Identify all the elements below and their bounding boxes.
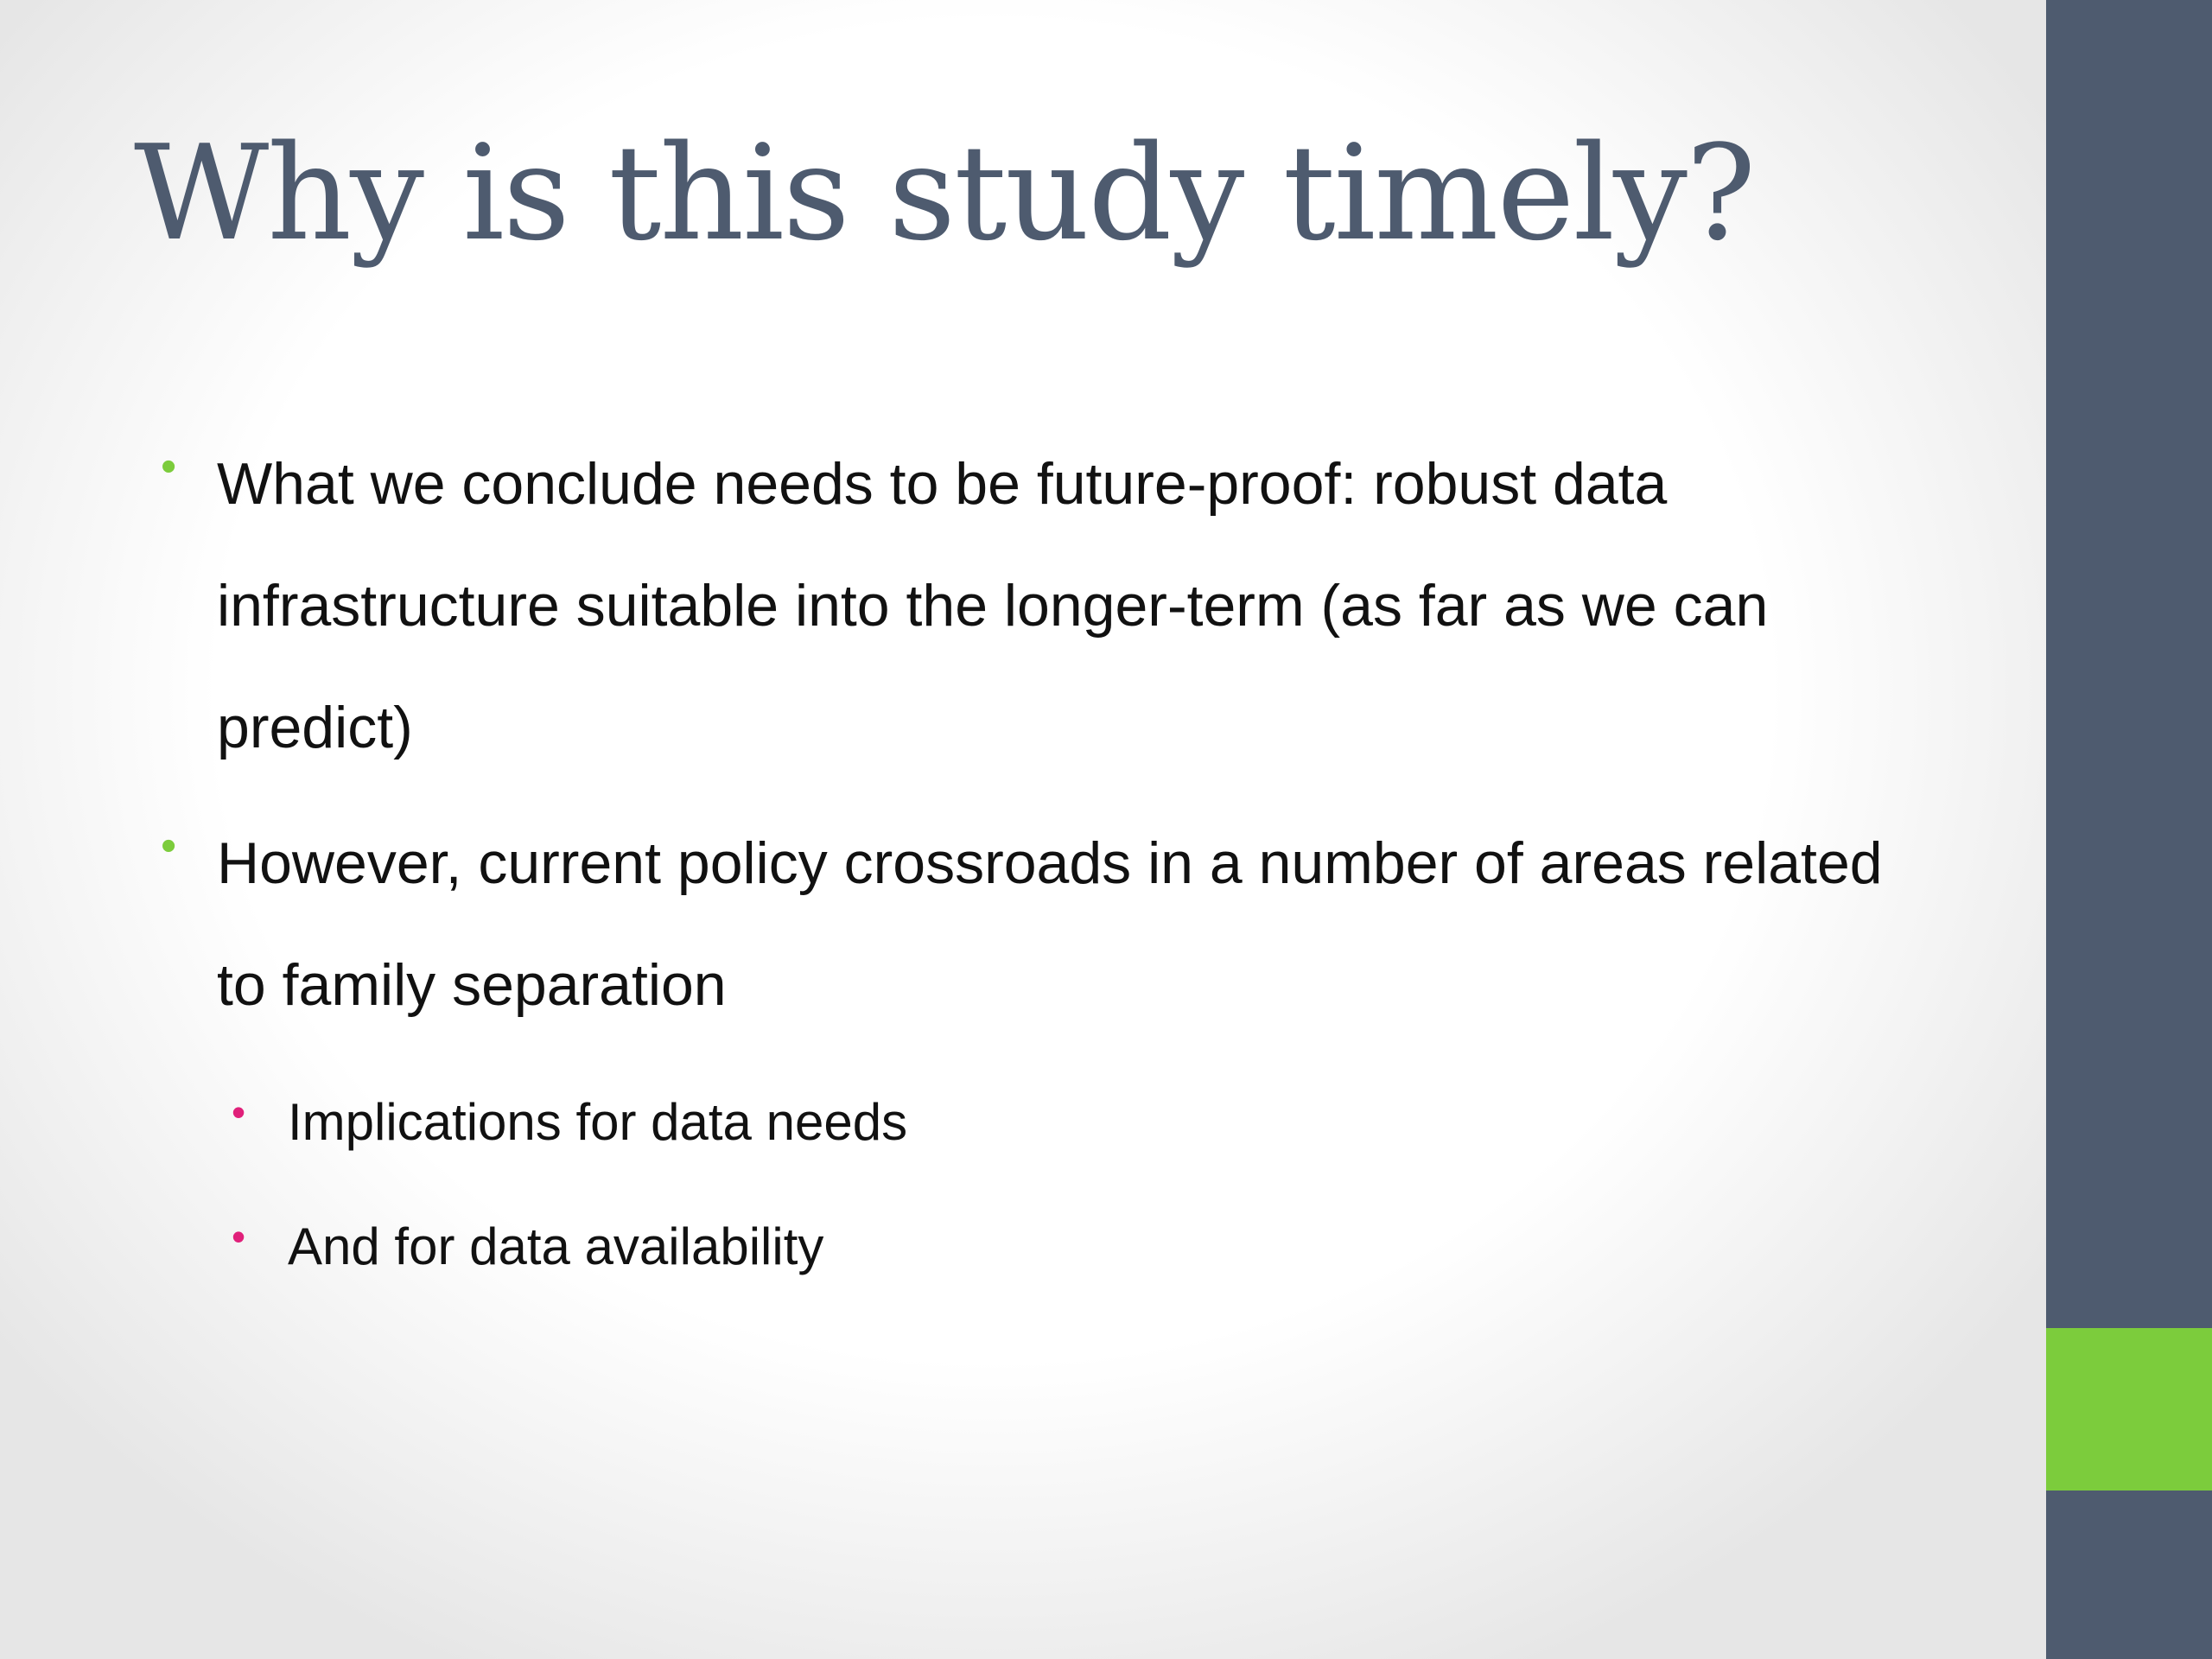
bullet-dot-icon: • bbox=[161, 442, 177, 492]
bullet-dot-icon: • bbox=[161, 821, 177, 871]
bullet-text: What we conclude needs to be future-proof: robust data infrastructure suitable into the longer-term (as far as we can predict) bbox=[217, 451, 1769, 760]
sub-bullet-item bbox=[232, 1185, 1906, 1309]
bullet-item bbox=[161, 423, 1906, 789]
bullet-text: However, current policy crossroads in a number of areas related to family separation bbox=[217, 830, 1883, 1018]
slide-body bbox=[161, 423, 1906, 1309]
sub-bullet-dot-icon: • bbox=[232, 1090, 246, 1135]
bullet-item bbox=[161, 803, 1906, 1046]
sub-bullet-item bbox=[232, 1060, 1906, 1185]
sub-bullet-text: And for data availability bbox=[288, 1217, 824, 1275]
slide-title: Why is this study timely? bbox=[134, 117, 1755, 270]
side-accent-block bbox=[2046, 1328, 2212, 1491]
sub-bullet-text: Implications for data needs bbox=[288, 1093, 908, 1151]
sub-bullet-dot-icon: • bbox=[232, 1214, 246, 1259]
